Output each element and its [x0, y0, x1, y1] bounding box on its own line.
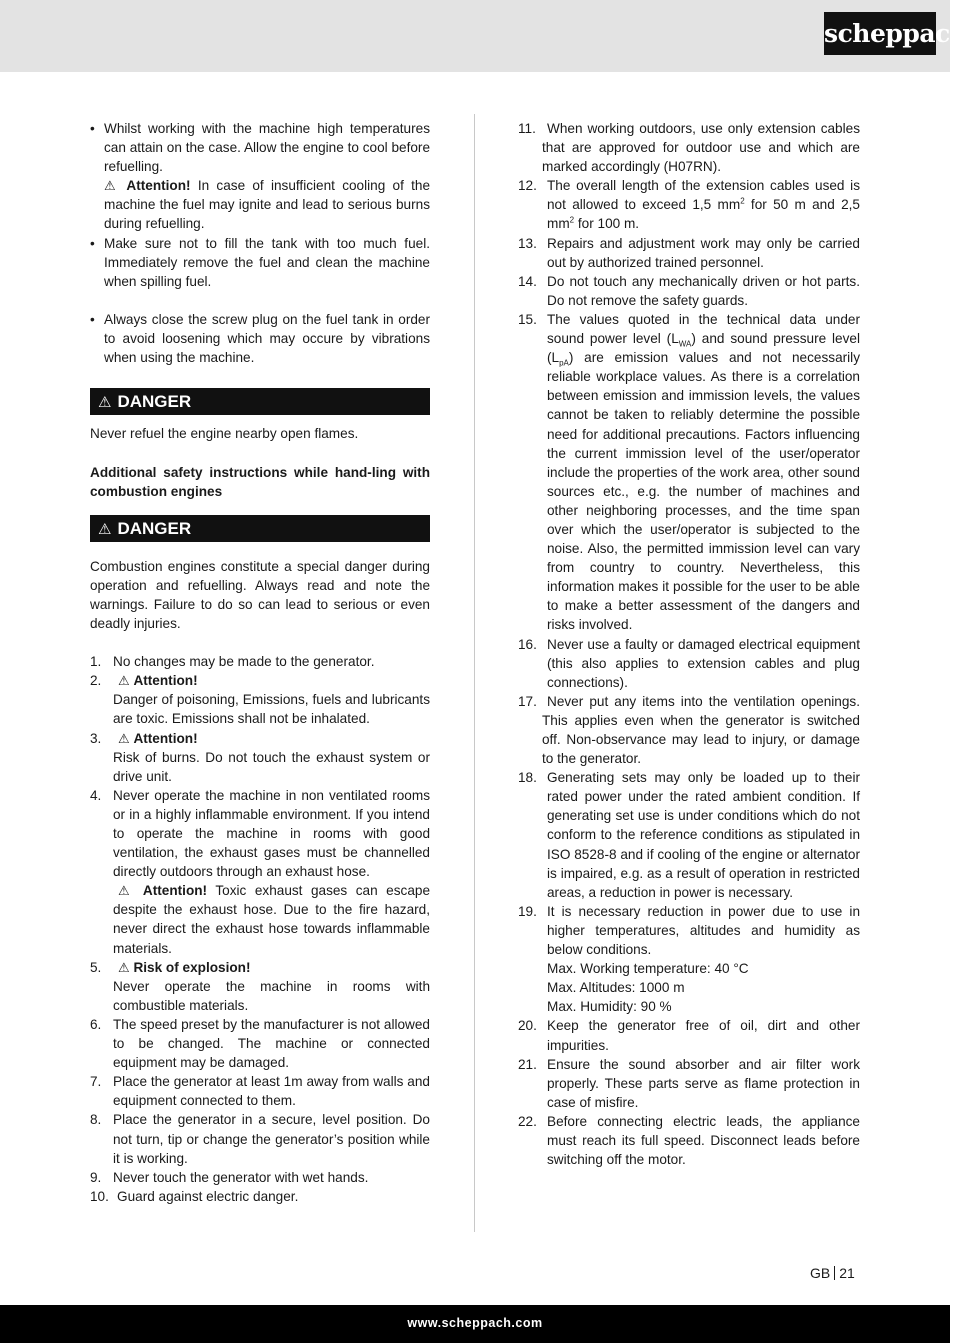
- list-item: 21. Ensure the sound absorber and air filter work properly. These parts serve as flame protection in case of misfire.: [518, 1056, 860, 1110]
- list-item: 11. When working outdoors, use only extension cables that are approved for outdoor use and which are marked accordingly (H07RN).: [518, 121, 860, 175]
- website-link[interactable]: www.scheppach.com: [407, 1316, 543, 1330]
- warning-triangle-icon: ⚠: [98, 394, 112, 412]
- page-header: [0, 0, 967, 72]
- column-divider: [474, 114, 475, 1232]
- list-item: 13. Repairs and adjustment work may only be carried out by authorized trained personnel.: [518, 235, 860, 270]
- list-item: 20. Keep the generator free of oil, dirt and other impurities.: [518, 1018, 860, 1053]
- list-item: 19. It is necessary reduction in power due to use in higher temperatures, altitudes and humidity as below conditions. Max. Working temperature: 40 °C Max. Altitudes: 1000 m Max. Humidity: 90 %: [518, 903, 860, 1015]
- list-item: 18. Generating sets may only be loaded up to their rated power under the rated ambient condition. If generating set use is under conditions which do not conform to the reference conditions as stipulated in ISO 8528-8 and if cooling of the engine or alternator is impaired, e.g. as a result of operation in restricted areas, a reduction in power is necessary.: [518, 770, 860, 900]
- warning-triangle-icon: ⚠: [98, 520, 112, 538]
- list-item: 15. The values quoted in the technical data under sound power level $(L_{WA})$ and sound pressure level $(L_{pA})$ are emission values and not necessarily reliable workplace values. As there is a correlation between emission and immission levels, the values cannot be taken to reliably determine the possible need for additional precautions. Factors influencing the current immission level of the user/operator include the properties of the work area, other sound sources etc., e.g. the number of machines and other neighboring processes, and the time span over which the user/operator is subjected to the noise. Also, the permitted immission level can vary from country to country. Nevertheless, this information makes it possible for the user to be able to make a better assessment of the dangers and risks involved.: [518, 311, 860, 633]
- danger-banner: ⚠ DANGER: [90, 388, 430, 415]
- danger-banner: ⚠ DANGER: [90, 515, 430, 542]
- list-item: 9. Never touch the generator with wet hands.: [90, 1169, 369, 1185]
- warning-triangle-icon: ⚠: [104, 178, 120, 194]
- list-item: 3. ⚠ Attention! Risk of burns. Do not touch the exhaust system or drive unit.: [90, 730, 430, 784]
- danger-text: Never refuel the engine nearby open flames.: [90, 426, 359, 442]
- brand-logo: scheppach: [824, 12, 936, 55]
- section-heading: Additional safety instructions while hand-ling with combustion engines: [90, 464, 430, 499]
- list-item: 5. ⚠ Risk of explosion! Never operate the machine in rooms with combustible materials.: [90, 959, 430, 1013]
- list-item: 10. Guard against electric danger.: [90, 1188, 299, 1204]
- list-item: 4. Never operate the machine in non ventilated rooms or in a highly inflammable environment. If you intend to operate the machine in rooms with good ventilation, the exhaust gases must be channelled directly outdoors through an exhaust hose. ⚠ Attention! Toxic exhaust gases can escape despite the exhaust hose. Due to the fire hazard, never direct the exhaust hose towards inflammable materials.: [90, 787, 431, 956]
- list-item: 2. ⚠ Attention! Danger of poisoning, Emissions, fuels and lubricants are toxic. Emissions shall not be inhalated.: [90, 673, 430, 727]
- bullet-item: • Make sure not to fill the tank with too much fuel. Immediately remove the fuel and clean the machine when spilling fuel.: [90, 234, 430, 291]
- warning-triangle-icon: ⚠: [118, 959, 130, 975]
- page-number: GB 21: [810, 1265, 855, 1281]
- list-item: 1. No changes may be made to the generator.: [90, 654, 375, 670]
- bullet-item: • Always close the screw plug on the fuel tank in order to avoid loosening which may occure by vibrations when using the machine.: [90, 310, 430, 367]
- list-item: 22. Before connecting electric leads, the appliance must reach its full speed. Disconnect leads before switching off the motor.: [518, 1113, 860, 1168]
- list-item: 16. Never use a faulty or damaged electrical equipment (this also applies to extension cables and plug connections).: [518, 636, 860, 690]
- list-item: 12. The overall length of the extension cables used is not allowed to exceed 1,5 $mm^2$ for 50 m and 2,5 $mm^2$ for 100 m.: [518, 178, 860, 232]
- warning-triangle-icon: ⚠: [118, 883, 135, 899]
- danger-text: Combustion engines constitute a special danger during operation and refuelling. Always read and note the warnings. Failure to do so can lead to serious or even deadly injuries.: [90, 558, 430, 631]
- bullet-item: • Whilst working with the machine high temperatures can attain on the case. Allow the engine to cool before refuelling. ⚠ Attention! In case of insufficient cooling of the machine the fuel may ignite and lead to serious burns during refuelling.: [90, 119, 430, 234]
- list-item: 17. Never put any items into the ventilation openings. This applies even when the generator is switched off. Non-observance may lead to injury, or damage to the generator.: [518, 693, 860, 767]
- warning-triangle-icon: ⚠: [118, 673, 130, 689]
- list-item: 8. Place the generator in a secure, level position. Do not turn, tip or change the generator’s position while it is working.: [90, 1112, 430, 1166]
- list-item: 14. Do not touch any mechanically driven or hot parts. Do not remove the safety guards.: [518, 273, 860, 308]
- list-item: 6. The speed preset by the manufacturer is not allowed to be changed. The machine or connected equipment may be damaged.: [90, 1016, 430, 1071]
- left-column: [90, 119, 430, 1206]
- page-footer: [0, 1305, 950, 1343]
- list-item: 7. Place the generator at least 1m away from walls and equipment connected to them.: [90, 1074, 430, 1109]
- right-column: [518, 119, 860, 1169]
- warning-triangle-icon: ⚠: [118, 730, 130, 746]
